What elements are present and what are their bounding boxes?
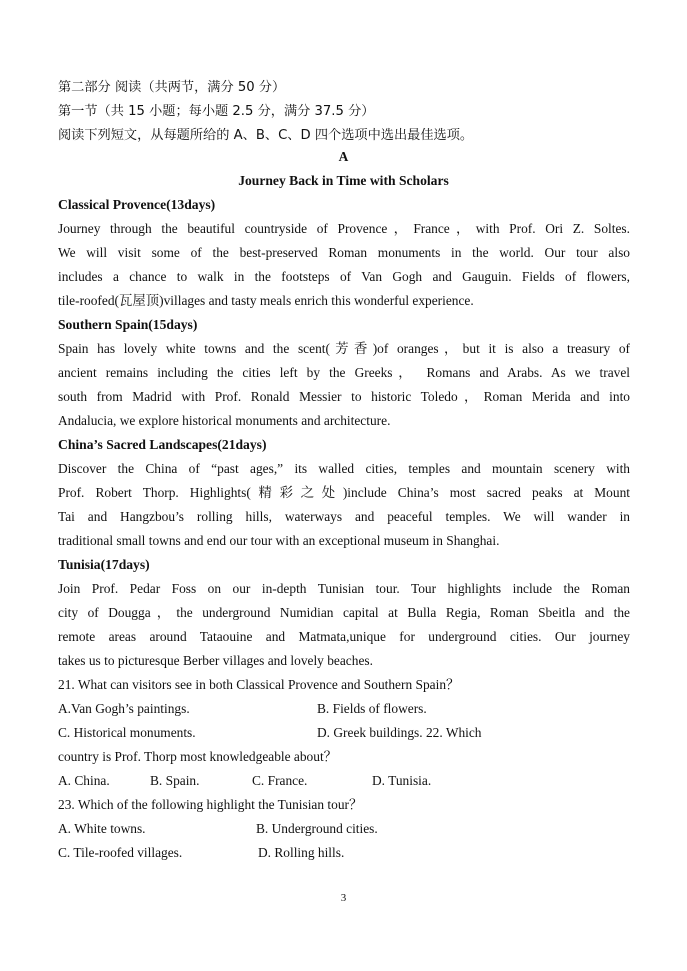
question-22-option-d: D. Tunisia.	[372, 773, 432, 788]
paragraph-line: Spain has lovely white towns and the scent(芳香)of oranges，but it is also a treasury of	[58, 341, 630, 356]
question-22-stem: country is Prof. Thorp most knowledgeable about？	[58, 749, 338, 764]
option-text: A.Van Gogh’s paintings.	[58, 701, 190, 716]
paragraph-line: Andalucia, we explore historical monuments and architecture.	[58, 413, 391, 428]
section-heading: 第一节（共 15 小题；每小题 2.5 分，满分 37.5 分）	[58, 104, 375, 119]
section-heading-china: China’s Sacred Landscapes(21days)	[58, 437, 267, 452]
question-23-option-a: A. White towns.	[58, 821, 146, 836]
part-heading: 第二部分 阅读（共两节，满分 50 分）	[58, 80, 286, 95]
paragraph-line: remote areas around Tataouine and Matmata,unique for underground cities. Our journey	[58, 629, 630, 644]
section-heading-provence: Classical Provence(13days)	[58, 197, 216, 212]
page-number: 3	[340, 892, 347, 904]
question-21-option-c: C. Historical monuments.	[58, 725, 196, 740]
paragraph-line: Discover the China of “past ages,” its walled cities, temples and mountain scenery with	[58, 461, 630, 476]
paragraph-line: traditional small towns and end our tour with an exceptional museum in Shanghai.	[58, 533, 500, 548]
question-23-option-c: C. Tile-roofed villages.	[58, 845, 183, 860]
section-heading-spain: Southern Spain(15days)	[58, 317, 198, 332]
question-21-stem: 21. What can visitors see in both Classical Provence and Southern Spain？	[58, 677, 460, 692]
question-23-option-d: D. Rolling hills.	[258, 845, 345, 860]
paragraph-line: We will visit some of the best-preserved Roman monuments in the world. Our tour also	[58, 245, 630, 260]
paragraph-line: tile-roofed(瓦屋顶)villages and tasty meals enrich this wonderful experience.	[58, 293, 474, 308]
paragraph-line: takes us to picturesque Berber villages and lovely beaches.	[58, 653, 373, 668]
section-heading-tunisia: Tunisia(17days)	[58, 557, 150, 572]
paragraph-line: ancient remains including the cities left by the Greeks， Romans and Arabs. As we travel	[58, 365, 630, 380]
question-23-stem: 23. Which of the following highlight the Tunisian tour？	[58, 797, 363, 812]
question-23-option-b: B. Underground cities.	[256, 821, 378, 836]
paragraph-line: south from Madrid with Prof. Ronald Messier to historic Toledo，Roman Merida and into	[58, 389, 630, 404]
paragraph-line: Journey through the beautiful countryside of Provence，France，with Prof. Ori Z. Soltes.	[58, 221, 630, 236]
instruction-text: 阅读下列短文，从每题所给的 A、B、C、D 四个选项中选出最佳选项。	[58, 128, 474, 143]
question-21-option-b: B. Fields of flowers.	[317, 701, 427, 716]
paragraph-line: Join Prof. Pedar Foss on our in-depth Tunisian tour. Tour highlights include the Roman	[58, 581, 630, 596]
question-22-option-c: C. France.	[252, 773, 308, 788]
question-22-option-b: B. Spain.	[150, 773, 200, 788]
paragraph-line: city of Dougga，the underground Numidian capital at Bulla Regia, Roman Sbeitla and the	[58, 605, 630, 620]
paragraph-line: Tai and Hangzbou’s rolling hills, waterways and peaceful temples. We will wander in	[58, 509, 630, 524]
paragraph-line: Prof. Robert Thorp. Highlights(精彩之处)include China’s most sacred peaks at Mount	[58, 485, 630, 500]
passage-letter: A	[338, 149, 349, 164]
question-22-option-a: A. China.	[58, 773, 110, 788]
passage-title: Journey Back in Time with Scholars	[238, 173, 449, 188]
question-21-option-d: D. Greek buildings. 22. Which	[317, 725, 482, 740]
paragraph-line: includes a chance to walk in the footsteps of Van Gogh and Gauguin. Fields of flowers,	[58, 269, 630, 284]
